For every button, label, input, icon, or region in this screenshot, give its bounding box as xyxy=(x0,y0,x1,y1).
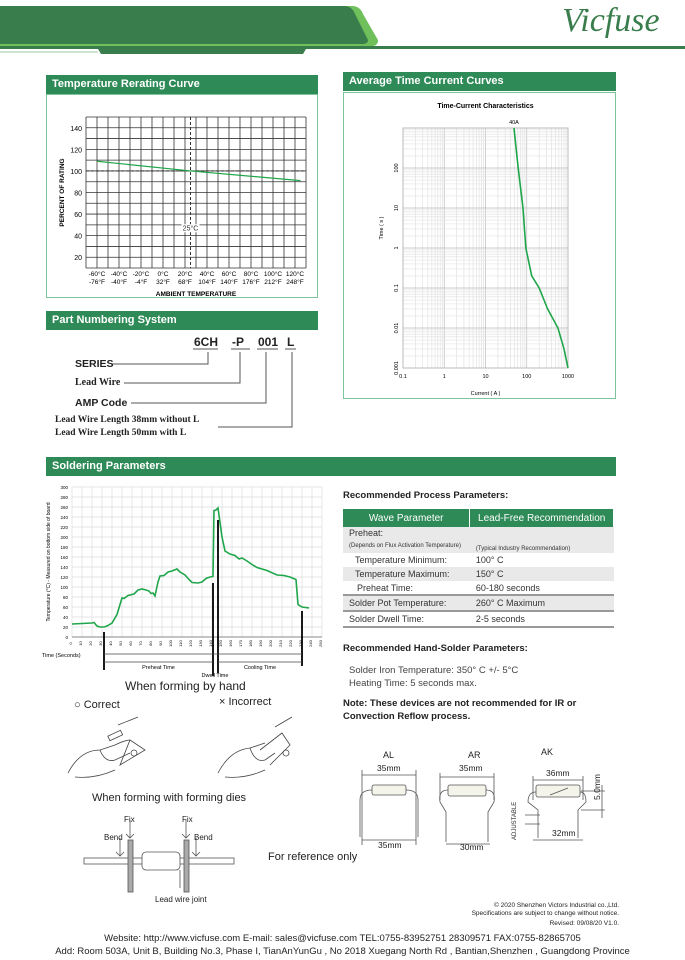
fix-label-left: Fix xyxy=(124,815,135,824)
annotation-25c: 25°C xyxy=(182,225,199,233)
x-tick-label: 20 xyxy=(88,641,93,646)
table-row: Preheat Time: 60-180 seconds xyxy=(357,582,540,593)
fix-label-right: Fix xyxy=(182,815,193,824)
table-row: Solder Dwell Time: 2-5 seconds xyxy=(343,611,614,627)
ak-top-dim: 36mm xyxy=(546,768,570,778)
y-tick-label: 60 xyxy=(62,605,68,610)
bend-label-right: Bend xyxy=(194,833,213,842)
x-tick-label: 170 xyxy=(238,640,243,647)
table-row: Solder Pot Temperature: 260° C Maximum xyxy=(343,595,614,611)
process-params-title: Recommended Process Parameters: xyxy=(343,490,509,501)
x-tick-label: 0.1 xyxy=(399,374,407,380)
x-tick-label: 100 xyxy=(168,640,173,647)
preheat-note: (Depends on Flux Activation Temperature) xyxy=(349,543,461,549)
y-tick-label: 200 xyxy=(60,535,68,540)
cooling-label: Cooling Time xyxy=(243,665,277,671)
x-tick-label: 210 xyxy=(278,640,283,647)
x-tick-label: 120 xyxy=(188,640,193,647)
table-header: Lead-Free Recommendation xyxy=(470,509,614,527)
y-tick-label: 0.01 xyxy=(394,322,400,334)
y-tick-label: 100 xyxy=(70,168,82,176)
x-tick-label: 10 xyxy=(482,374,489,380)
y-tick-label: 60 xyxy=(74,212,82,220)
y-tick-label: 40 xyxy=(74,233,82,241)
soldering-section-title: Soldering Parameters xyxy=(46,457,616,476)
y-tick-label: 40 xyxy=(62,615,68,620)
y-tick-label: 0.001 xyxy=(394,361,400,375)
x-tick-label: 0 xyxy=(68,642,73,645)
x-tick-label: 70 xyxy=(138,641,143,646)
table-header: Wave Parameter xyxy=(343,509,470,527)
y-tick-label: 10 xyxy=(394,204,400,212)
preheat-label: Preheat: xyxy=(349,528,384,538)
hand-solder-title: Recommended Hand-Solder Parameters: xyxy=(343,643,528,654)
ar-bottom-dim: 30mm xyxy=(460,842,484,852)
y-tick-label: 100 xyxy=(60,585,68,590)
part-code-series: 6CH xyxy=(194,335,219,349)
tcc-section-title: Average Time Current Curves xyxy=(343,72,616,91)
y-tick-label: 280 xyxy=(60,495,68,500)
x-tick-label: 104°F xyxy=(198,279,216,286)
x-tick-label: 60°C xyxy=(221,271,237,278)
y-tick-label: 300 xyxy=(60,485,68,490)
reference-note: For reference only xyxy=(268,851,358,863)
y-axis-label: Temperature (°C) - Measured on bottom side of board xyxy=(46,502,52,622)
x-tick-label: -40°F xyxy=(111,279,127,286)
y-tick-label: 140 xyxy=(60,565,68,570)
x-tick-label: 80 xyxy=(148,641,153,646)
series-label: 40A xyxy=(509,120,519,126)
ak-label: AK xyxy=(541,747,554,757)
hand-solder-line-2: Heating Time: 5 seconds max. xyxy=(349,678,477,689)
ak-bottom-dim: 32mm xyxy=(552,828,576,838)
x-axis-label: Time (Seconds) xyxy=(42,653,81,659)
x-tick-label: 1000 xyxy=(561,374,575,380)
part-length-note-2: Lead Wire Length 50mm with L xyxy=(55,428,187,438)
y-tick-label: 20 xyxy=(74,255,82,263)
x-tick-label: 90 xyxy=(158,641,163,646)
part-length-note-1: Lead Wire Length 38mm without L xyxy=(55,415,200,425)
al-top-dim: 35mm xyxy=(377,763,401,773)
forming-by-hand-title: When forming by hand xyxy=(125,679,246,693)
part-section-title: Part Numbering System xyxy=(46,311,318,330)
x-tick-label: 40°C xyxy=(199,271,215,278)
y-tick-label: 180 xyxy=(60,545,68,550)
part-code-length: L xyxy=(287,335,295,349)
bend-label-left: Bend xyxy=(104,833,123,842)
address-line: Add: Room 503A, Unit B, Building No.3, Phase I, TianAnYunGu , No 2018 Xuegang North Rd , Bantian,Shenzhen , Guangdong Province xyxy=(55,946,630,957)
x-tick-label: 130 xyxy=(198,640,203,647)
y-tick-label: 120 xyxy=(70,147,82,155)
x-tick-label: -20°C xyxy=(132,271,150,278)
x-tick-label: 250 xyxy=(318,640,323,647)
rerating-section-title: Temperature Rerating Curve xyxy=(46,75,318,94)
y-tick-label: 260 xyxy=(60,505,68,510)
ak-adjustable-label: ADJUSTABLE xyxy=(512,801,518,840)
copyright: © 2020 Shenzhen Victors Industrial co.,Ltd. xyxy=(494,902,619,909)
x-tick-label: 212°F xyxy=(264,279,282,286)
y-tick-label: 0.1 xyxy=(394,284,400,292)
x-tick-label: -76°F xyxy=(89,279,105,286)
y-tick-label: 100 xyxy=(394,163,400,173)
hand-solder-line-1: Solder Iron Temperature: 350° C +/- 5°C xyxy=(349,665,519,676)
y-tick-label: 120 xyxy=(60,575,68,580)
y-tick-label: 80 xyxy=(74,190,82,198)
ar-label: AR xyxy=(468,750,481,760)
y-tick-label: 240 xyxy=(60,515,68,520)
part-label-series: SERIES xyxy=(75,358,114,370)
x-tick-label: -4°F xyxy=(134,279,148,286)
x-tick-label: 30 xyxy=(98,641,103,646)
y-tick-label: 160 xyxy=(60,555,68,560)
x-tick-label: 60 xyxy=(128,641,133,646)
x-tick-label: 100°C xyxy=(263,271,283,278)
soldering-chart xyxy=(40,480,340,680)
y-tick-label: 20 xyxy=(62,625,68,630)
x-tick-label: 68°F xyxy=(178,279,192,286)
incorrect-label: × Incorrect xyxy=(219,696,272,708)
x-tick-label: 140 xyxy=(208,640,213,647)
x-tick-label: 100 xyxy=(522,374,532,380)
preheat-label: Preheat Time xyxy=(142,665,175,671)
chart-title: Time-Current Characteristics xyxy=(437,103,534,110)
preheat-rec: (Typical Industry Recommendation) xyxy=(475,546,571,552)
note-line-2: Convection Reflow process. xyxy=(343,711,471,722)
table-row: Temperature Minimum: 100° C xyxy=(355,555,504,565)
x-tick-label: 176°F xyxy=(242,279,260,286)
x-tick-label: 0°C xyxy=(157,271,169,278)
table-row: Temperature Maximum: 150° C xyxy=(343,567,614,581)
al-label: AL xyxy=(383,750,395,760)
x-tick-label: 80°C xyxy=(243,271,259,278)
x-tick-label: 20°C xyxy=(177,271,193,278)
forming-dies-title: When forming with forming dies xyxy=(92,792,247,804)
ak-side-dim: 5.0mm xyxy=(592,774,602,800)
x-tick-label: 110 xyxy=(178,640,183,647)
x-tick-label: 248°F xyxy=(286,279,304,286)
tcc-chart xyxy=(343,92,616,399)
x-tick-label: 220 xyxy=(288,640,293,647)
x-tick-label: 32°F xyxy=(156,279,170,286)
y-tick-label: 80 xyxy=(62,595,68,600)
vicfuse-logo: Vicfuse xyxy=(562,2,660,39)
x-tick-label: 240 xyxy=(308,640,313,647)
forming-dies-illustration xyxy=(80,810,250,900)
x-tick-label: 40 xyxy=(108,641,113,646)
part-leader-lines xyxy=(0,0,320,440)
contact-line: Website: http://www.vicfuse.com E-mail: sales@vicfuse.com TEL:0755-83952751 28309571 FAX:0755-82865705 xyxy=(104,933,581,944)
y-axis-label: Time ( s ) xyxy=(379,216,385,240)
lead-wire-joint-label: Lead wire joint xyxy=(155,895,207,904)
y-axis-label: PERCENT OF RATING xyxy=(59,158,66,227)
revised: Revised: 09/08/20 V1.0. xyxy=(549,920,619,927)
x-tick-label: -40°C xyxy=(110,271,128,278)
y-tick-label: 1 xyxy=(394,246,400,250)
x-tick-label: 1 xyxy=(442,374,446,380)
part-code-lead: -P xyxy=(232,335,244,349)
dwell-label: Dwell Time xyxy=(201,673,229,679)
note-line-1: Note: These devices are not recommended for IR or xyxy=(343,698,577,709)
notice: Specifications are subject to change without notice. xyxy=(471,910,619,917)
part-code-amp: 001 xyxy=(258,335,279,349)
y-tick-label: 0 xyxy=(65,635,68,640)
y-tick-label: 140 xyxy=(70,125,82,133)
x-tick-label: 50 xyxy=(118,641,123,646)
x-tick-label: 160 xyxy=(228,640,233,647)
x-tick-label: 10 xyxy=(78,641,83,646)
footer-legal xyxy=(472,902,619,928)
x-tick-label: 230 xyxy=(298,640,303,647)
temperature-profile-curve xyxy=(72,508,309,627)
process-params-table xyxy=(343,509,614,628)
x-tick-label: 150 xyxy=(218,640,223,647)
al-bottom-dim: 35mm xyxy=(378,840,402,850)
part-label-lead-wire: Lead Wire xyxy=(75,377,121,388)
x-tick-label: 190 xyxy=(258,640,263,647)
correct-label: ○ Correct xyxy=(74,699,120,711)
x-tick-label: 140°F xyxy=(220,279,238,286)
x-axis-label: Current ( A ) xyxy=(470,391,501,397)
x-tick-label: 180 xyxy=(248,640,253,647)
hand-forming-illustration xyxy=(60,715,320,785)
ar-top-dim: 35mm xyxy=(459,763,483,773)
x-axis-label: AMBIENT TEMPERATURE xyxy=(155,291,237,298)
x-tick-label: 200 xyxy=(268,640,273,647)
y-tick-label: 220 xyxy=(60,525,68,530)
x-tick-label: -60°C xyxy=(88,271,106,278)
part-label-amp-code: AMP Code xyxy=(75,397,128,409)
x-tick-label: 120°C xyxy=(285,271,305,278)
